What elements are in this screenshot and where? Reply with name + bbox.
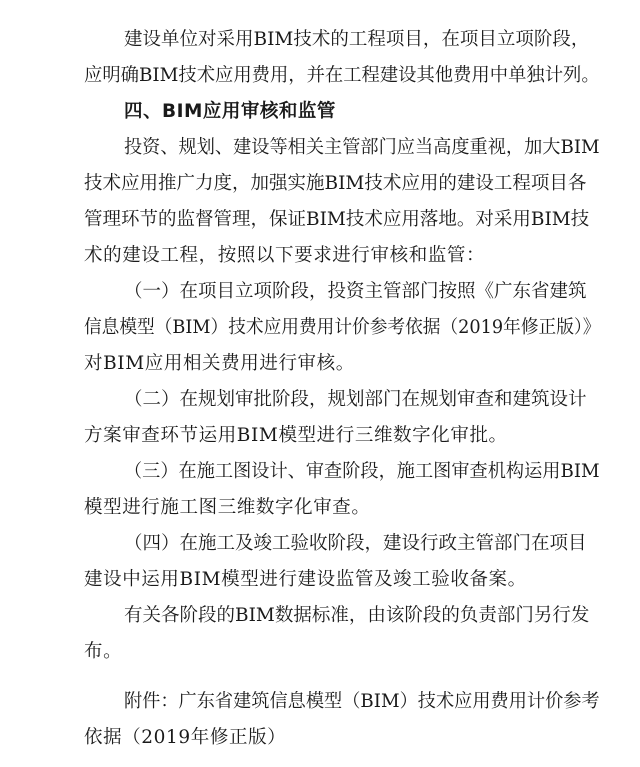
paragraph-line: 应明确BIM技术应用费用，并在工程建设其他费用中单独计列。 <box>84 65 600 86</box>
list-item-line: 方案审查环节运用BIM模型进行三维数字化审批。 <box>84 425 508 446</box>
list-item-line: 信息模型（BIM）技术应用费用计价参考依据（2019年修正版）》 <box>84 317 601 338</box>
paragraph-line: 技术应用推广力度，加强实施BIM技术应用的建设工程项目各 <box>84 173 587 194</box>
paragraph-line: 投资、规划、建设等相关主管部门应当高度重视，加大BIM <box>124 137 600 158</box>
section-heading: 四、BIM应用审核和监管 <box>124 101 336 122</box>
list-item-line: （三）在施工图设计、审查阶段，施工图审查机构运用BIM <box>124 461 600 482</box>
attachment-line: 依据（2019年修正版） <box>84 727 287 748</box>
paragraph-line: 管理环节的监督管理，保证BIM技术应用落地。对采用BIM技 <box>84 209 590 230</box>
paragraph-line: 布。 <box>84 641 123 662</box>
list-item-line: 建设中运用BIM模型进行建设监管及竣工验收备案。 <box>84 569 527 590</box>
list-item-line: （二）在规划审批阶段，规划部门在规划审查和建筑设计 <box>124 389 587 410</box>
list-item-line: （四）在施工及竣工验收阶段，建设行政主管部门在项目 <box>124 533 587 554</box>
paragraph-line: 建设单位对采用BIM技术的工程项目，在项目立项阶段， <box>124 29 590 50</box>
list-item-line: 模型进行施工图三维数字化审查。 <box>84 497 371 518</box>
list-item-line: （一）在项目立项阶段，投资主管部门按照《广东省建筑 <box>124 281 587 302</box>
paragraph-line: 有关各阶段的BIM数据标准，由该阶段的负责部门另行发 <box>124 605 590 626</box>
list-item-line: 对BIM应用相关费用进行审核。 <box>84 353 355 374</box>
paragraph-line: 术的建设工程，按照以下要求进行审核和监管： <box>84 245 486 266</box>
attachment-line: 附件：广东省建筑信息模型（BIM）技术应用费用计价参考 <box>124 691 600 712</box>
